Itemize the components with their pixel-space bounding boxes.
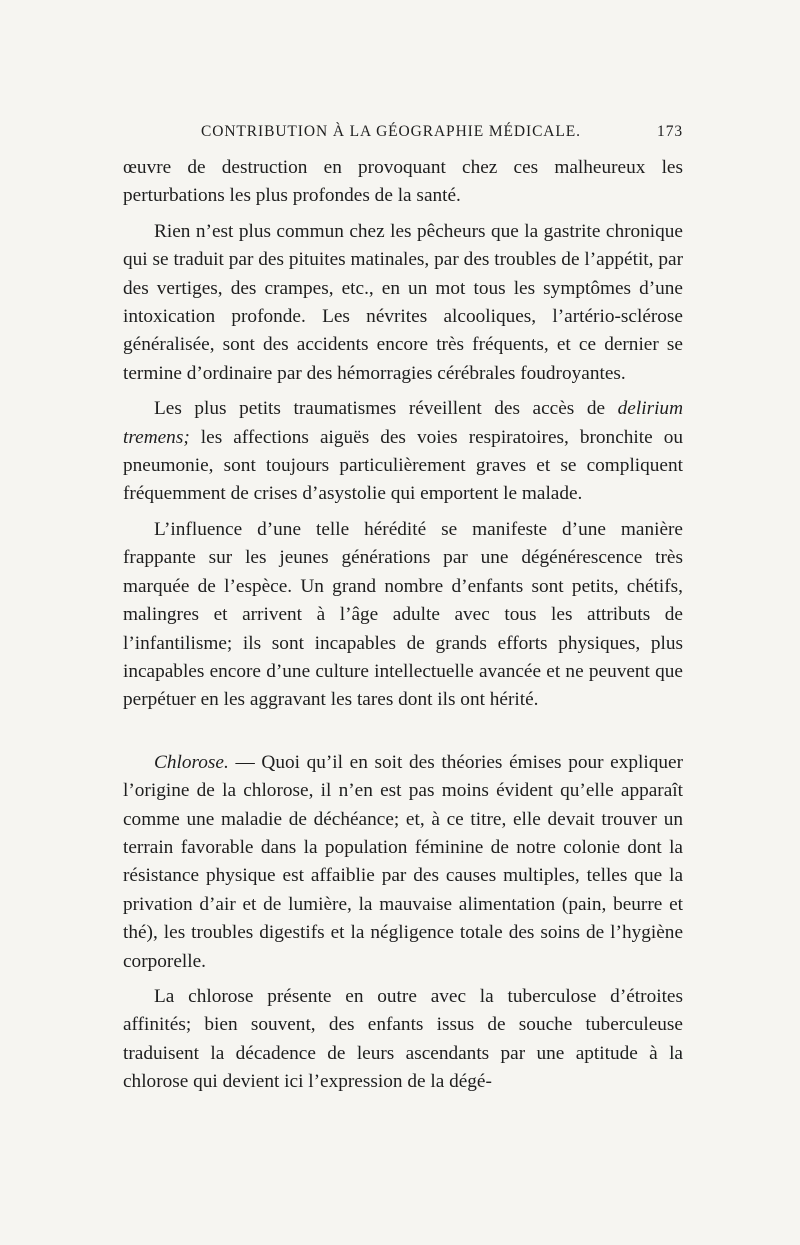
paragraph-traumatisms-lead: Les plus petits traumatismes réveillent des accès de: [154, 398, 618, 420]
book-page: [123, 118, 683, 1104]
paragraph-chlorose: [123, 749, 683, 976]
paragraph-chlorose-text: — Quoi qu’il en soit des théories émises pour expliquer l’origine de la chlorose, il n’en est pas moins évident qu’elle apparaît comme une maladie de déchéance; et, à ce titre, elle devait trouver un terrain favorable dans la population féminine de notre colonie dont la résistance physique est affaiblie par des causes multiples, telles que la privation d’air et de lumière, la mauvaise alimentation (pain, beurre et thé), les troubles digestifs et la négligence totale des soins de l’hygiène corporelle.: [123, 751, 683, 972]
running-head: [123, 118, 683, 146]
section-heading-chlorose: Chlorose.: [154, 751, 229, 773]
body-text: [123, 154, 683, 1097]
page-number: 173: [657, 123, 683, 140]
delirium-tremens-term: delirium tremens;: [123, 398, 683, 448]
running-title: CONTRIBUTION À LA GÉOGRAPHIE MÉDICALE.: [201, 123, 581, 140]
paragraph-traumatisms-rest: les affections aiguës des voies respiratoires, bronchite ou pneumonie, sont toujours particulièrement graves et se compliquent fréquemment de crises d’asystolie qui emportent le malade.: [123, 426, 683, 505]
paragraph-tuberculosis: La chlorose présente en outre avec la tuberculose d’étroites affinités; bien souvent, des enfants issus de souche tuberculeuse traduisent la décadence de leurs ascendants par une aptitude à la chlorose qui devient ici l’expression de la dégé-: [123, 985, 683, 1093]
paragraph-continuation: œuvre de destruction en provoquant chez ces malheureux les perturbations les plus profondes de la santé.: [123, 157, 683, 207]
paragraph-traumatisms: [123, 395, 683, 509]
paragraph-heredity: L’influence d’une telle hérédité se manifeste d’une manière frappante sur les jeunes générations par une dégénérescence très marquée de l’espèce. Un grand nombre d’enfants sont petits, chétifs, malingres et arrivent à l’âge adulte avec tous les attributs de l’infantilisme; ils sont incapables de grands efforts physiques, plus incapables encore d’une culture intellectuelle avancée et ne peuvent que perpétuer en les aggravant les tares dont ils ont hérité.: [123, 518, 683, 711]
paragraph-gastritis: Rien n’est plus commun chez les pêcheurs que la gastrite chronique qui se traduit par des pituites matinales, par des troubles de l’appétit, par des vertiges, des crampes, etc., en un mot tous les symptômes d’une intoxication profonde. Les névrites alcooliques, l’artério-sclérose généralisée, sont des accidents encore très fréquents, et ce dernier se termine d’ordinaire par des hémorragies cérébrales foudroyantes.: [123, 220, 683, 384]
